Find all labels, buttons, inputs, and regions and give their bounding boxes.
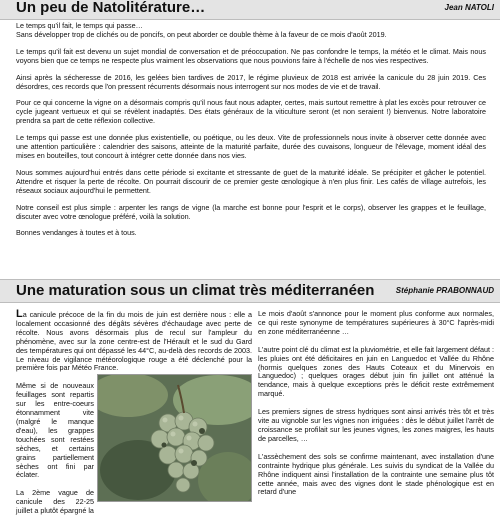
article2-paragraph: L'assèchement des sols se confirme maintenant, avec installation d'une contrainte hydrique plus générale. Les suivis du syndicat de la Vallée du Rhône indiquent ainsi l'installation de la contrainte une semaine plus tôt cette année, mais avec des vignes dont le stade phénologique est en retard d'une bbox=[258, 451, 494, 497]
article1-author: Jean NATOLI bbox=[444, 3, 494, 12]
article2-title: Une maturation sous un climat très méditerranéen bbox=[16, 282, 375, 299]
article1-paragraph: Le temps qu'il fait est devenu un sujet mondial de conversation et de préoccupation. Ne pas confondre le temps, la météo et le climat. Mais nous voyons bien que ce temps ne respecte plus vraiment les observations que nous pouvions faire à l'échelle de nos vies respectives. bbox=[16, 46, 486, 65]
article2-paragraph: La 2ème vague de canicule des 22-25 juillet a plutôt épargné la bbox=[16, 488, 94, 516]
article1-paragraph: Pour ce qui concerne la vigne on a désormais compris qu'il nous faut nous adapter, certes, mais surtout remettre à plat les excès pour retrouver ce cycle jugeant vertueux et qui se révèlent inadaptés. Des états généraux de la viticulture seront (et non seraient !) bienvenus. Notre laboratoire prendra sa part de cette réflexion collective. bbox=[16, 98, 486, 126]
article2-header bbox=[0, 279, 500, 303]
article1-paragraph: Bonnes vendanges à toutes et à tous. bbox=[16, 228, 137, 238]
dropcap: L bbox=[16, 308, 23, 320]
article2-paragraph: Les premiers signes de stress hydriques sont ainsi arrivés très tôt et très vite au vignoble sur les vignes non irriguées : dès le début juillet l'arrêt de croissance se profilait sur les jeunes vignes, les zones maigres, les hauts de parcelles, … bbox=[258, 407, 494, 443]
article2-right-column bbox=[258, 310, 494, 506]
article2-author: Stéphanie PRABONNAUD bbox=[395, 286, 494, 295]
article1-paragraph: Sans développer trop de clichés ou de poncifs, on peut aborder ce double thème à la faveur de ce mois d'août 2019. bbox=[16, 29, 387, 39]
grape-cluster-photo bbox=[97, 374, 252, 502]
article2-paragraph: Le mois d'août s'annonce pour le moment plus conforme aux normales, ce qui reste synonyme de températures supérieures à 30°C l'après-midi en zone méditerranéenne … bbox=[258, 309, 494, 336]
article1-paragraph: Nous sommes aujourd'hui entrés dans cette période si excitante et stressante de guet de la maturité idéale. Se précipiter et gâcher le potentiel. Attendre et risquer la perte de récolte. On pourrait discourir de ce premier geste œnologique à n'en plus finir. Les cafés de village autrefois, les réseaux sociaux aujourd'hui le permettent. bbox=[16, 167, 486, 195]
grape-cluster-photo-icon bbox=[98, 375, 251, 501]
article2-paragraph bbox=[16, 310, 252, 373]
article1-paragraph: Le temps qui passe est une donnée plus existentielle, ou poétique, ou les deux. Vite de professionnels nous invite à observer cette donnée avec une attention particulière : calendrier des saisons, atteinte de la maturité parfaite, durée des cuvaisons, longueur de l'élevage, moment idéal des mises en bouteilles, tout concourt à intégrer cette donnée dans nos vies. bbox=[16, 133, 486, 160]
article1-body bbox=[16, 22, 486, 246]
article1-paragraph: Ainsi après la sécheresse de 2016, les gelées bien tardives de 2017, le régime pluvieux de 2018 est arrivée la canicule du 28 juin 2019. Ces désordres, ces records que l'on pressent récurrents désormais nous interrogent sur nos modes de vie et de travail. bbox=[16, 72, 486, 91]
article1-paragraph: Le temps qu'il fait, le temps qui passe… bbox=[16, 21, 143, 30]
article1-title: Un peu de Natolitérature… bbox=[16, 0, 206, 16]
article1-paragraph: Notre conseil est plus simple : arpenter les rangs de vigne (la marche est bonne pour l'esprit et le corps), observer les grappes et le feuillage, discuter avec votre œnologue préféré, voilà la solution. bbox=[16, 202, 486, 221]
article2-paragraph-text: a canicule précoce de la fin du mois de juin est derrière nous : elle a localement occasionné des dégâts sévères d'échaudage avec perte de récolte. Nous avons désormais plus de recul sur l'ampleur du phénomène, avec sur la zone centre-est de l'Hérault et le sud du Gard des températures qui ont dépassé les 44°C, au-delà des records de 2003. Le niveau de vigilance météorologique rouge a été déclenché pour la première fois par Météo France. bbox=[16, 310, 252, 373]
article1-header bbox=[0, 0, 500, 20]
article2-paragraph: L'autre point clé du climat est la pluviométrie, et elle fait largement défaut : les pluies ont été déficitaires en juin en Languedoc et Vallée du Rhône (hormis quelques zones des Hauts Coteaux et du Minervois en Languedoc) ; quelques orages début juin fin juillet ont atténué la tendance, mais à quelque exceptions près le déficit reste extrêmement marqué. bbox=[258, 344, 494, 399]
article2-paragraph: Même si de nouveaux feuillages sont repartis sur les entre-coeurs étonnamment vite (malgré le manque d'eau), les grappes touchées sont restées sèches, et certains grains partiellement sèches ont fini par éclater. bbox=[16, 381, 94, 480]
